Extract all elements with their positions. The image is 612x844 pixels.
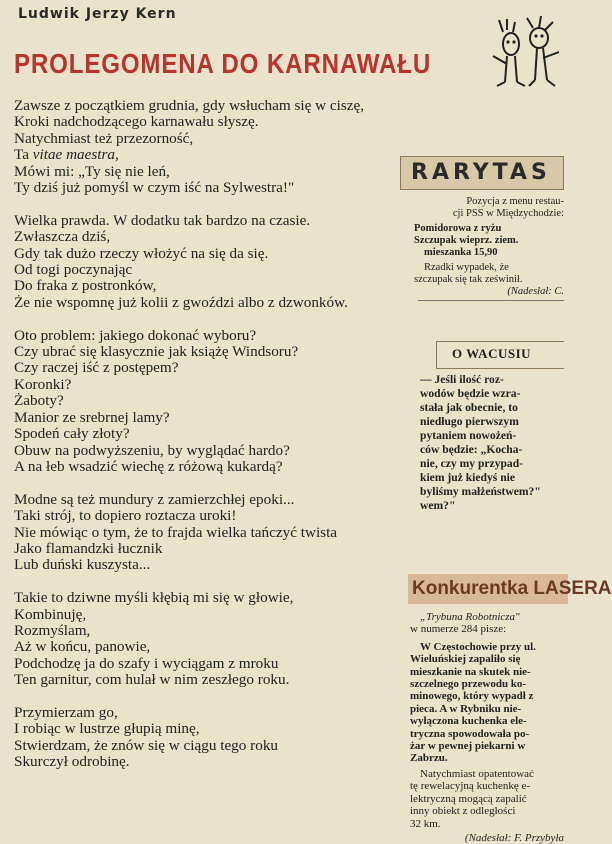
- laser-line: inny obiekt z odległości: [410, 805, 516, 818]
- laser-line: Wieluńskiej zapaliło się: [410, 653, 521, 666]
- poem-word: Ta: [14, 146, 29, 164]
- laser-line: 32 km.: [410, 817, 441, 830]
- poem-line: Taki strój, to dopiero roztacza uroki!: [14, 507, 237, 525]
- poem-line: Mówi mi: „Ty się nie leń,: [14, 162, 170, 180]
- poem-italic: vitae maestra,: [32, 146, 119, 164]
- poem-line: Kombinuję,: [14, 605, 87, 623]
- poem-line: Żaboty?: [14, 392, 64, 410]
- author-name: Ludwik Jerzy Kern: [18, 6, 177, 22]
- laser-line: minowego, który wypadł z: [410, 690, 534, 703]
- poem-line: Koronki?: [14, 375, 72, 393]
- laser-line: Natychmiast opatentować: [420, 767, 534, 780]
- laser-credit: (Nadesłał: F. Przybyła: [464, 831, 564, 844]
- poem-line: Skurczył odrobinę.: [14, 753, 130, 771]
- poem-line: Rozmyślam,: [14, 621, 91, 639]
- laser-body: [410, 611, 564, 844]
- wacusiu-line: wem?": [420, 499, 456, 512]
- poem-line: Przymierzam go,: [14, 703, 118, 721]
- poem-line: Gdy tak dużo rzeczy włożyć na się da się.: [14, 244, 269, 262]
- wacusiu-line: niedługo pierwszym: [420, 415, 519, 428]
- wacusiu-line: nie, czy my przypad-: [420, 457, 524, 470]
- wacusiu-line: wodów będzie wzra-: [420, 387, 521, 400]
- poem-line: I robiąc w lustrze głupią minę,: [14, 720, 200, 738]
- laser-line: tryczna spowodowała po-: [410, 727, 530, 740]
- laser-line: lektryczną mogącą zapalić: [410, 792, 527, 805]
- poem-line: Zawsze z początkiem grudnia, gdy wsłucham się w ciszę,: [14, 97, 365, 114]
- rarytas-heading: RARYTAS: [400, 156, 564, 190]
- poem-line: Oto problem: jakiego dokonać wyboru?: [14, 326, 257, 344]
- cartoon-figures-icon: [483, 16, 563, 96]
- poem-line: Spodeń cały złoty?: [14, 425, 130, 443]
- poem-line: Czy ubrać się klasycznie jak książę Windsoru?: [14, 343, 299, 361]
- poem-line: [14, 147, 459, 163]
- poem-line: Natychmiast też przezorność,: [14, 129, 194, 147]
- rarytas-line: Szczupak wieprz. ziem.: [414, 235, 519, 246]
- wacusiu-line: ców będzie: „Kocha-: [420, 443, 523, 456]
- laser-line: W Częstochowie przy ul.: [420, 640, 536, 653]
- poem-line: Kroki nadchodzącego karnawału słyszę.: [14, 113, 259, 131]
- poem-line: Wielka prawda. W dodatku tak bardzo na czasie.: [14, 211, 311, 229]
- poem-line: Takie to dziwne myśli kłębią mi się w głowie,: [14, 589, 294, 607]
- poem-line: Aż w końcu, panowie,: [14, 638, 151, 656]
- poem-line: Zwłaszcza dziś,: [14, 228, 111, 246]
- poem-line: Jako flamandzki łucznik: [14, 539, 163, 557]
- rarytas-line: Pozycja z menu restau-: [466, 196, 564, 207]
- wacusiu-line: — Jeśli ilość roz-: [420, 373, 504, 386]
- poem-line: Nie mówiąc o tym, że to frajda wielka tańczyć twista: [14, 523, 338, 541]
- rarytas-line: szczupak się tak ześwinił.: [414, 274, 523, 285]
- wacusiu-line: stała jak obecnie, to: [420, 401, 518, 414]
- laser-line: żar w pewnej piekarni w Zabrzu.: [410, 740, 526, 765]
- poem-line: Manior ze srebrnej lamy?: [14, 408, 170, 426]
- rarytas-body: [414, 196, 564, 298]
- laser-line: mieszkanie na skutek nie-: [410, 665, 531, 678]
- poem-line: A na łeb wsadzić wiechę z różową kukardą?: [14, 457, 283, 475]
- poem-line: Lub duński kuszysta...: [14, 556, 151, 574]
- wacusiu-body: [420, 373, 564, 513]
- poem-line: Do fraka z postronków,: [14, 277, 157, 295]
- poem-line: Obuw na podwyższeniu, by wyglądać hardo?: [14, 441, 290, 459]
- poem-line: Czy raczej iść z postępem?: [14, 359, 179, 377]
- rarytas-line: Rzadki wypadek, że: [424, 262, 509, 273]
- poem-line: Podchodzę ja do szafy i wyciągam z mroku: [14, 654, 279, 672]
- laser-line: „Trybuna Robotnicza": [420, 611, 520, 623]
- rarytas-line: mieszanka 15,90: [424, 247, 498, 258]
- poem-line: Ty dziś już pomyśl w czym iść na Sylwestra!": [14, 179, 295, 197]
- laser-line: tę rewelacyjną kuchenkę e-: [410, 780, 531, 793]
- poem-line: Że nie wspomnę już kolii z gwoździ albo z dzwonków.: [14, 293, 348, 311]
- laser-line: szczelnego przewodu ko-: [410, 678, 527, 691]
- rarytas-credit: (Nadesłał: C.: [507, 286, 564, 297]
- rarytas-line: Pomidorowa z ryżu: [414, 223, 502, 234]
- poem-line: Ten garnitur, com hulał w nim zeszłego roku.: [14, 671, 290, 689]
- laser-line: wyłączona kuchenka ele-: [410, 715, 527, 728]
- poem-line: Modne są też mundury z zamierzchłej epoki...: [14, 490, 295, 508]
- poem-line: Stwierdzam, że znów się w ciągu tego roku: [14, 736, 279, 754]
- rarytas-line: cji PSS w Międzychodzie:: [452, 208, 564, 219]
- laser-line: pieca. A w Rybniku nie-: [410, 702, 522, 715]
- divider: [418, 300, 564, 301]
- wacusiu-line: kiem już kiedyś nie: [420, 471, 516, 484]
- wacusiu-line: pytaniem nowożeń-: [420, 429, 517, 442]
- laser-heading: Konkurentka LASERA: [408, 574, 568, 604]
- article-title: PROLEGOMENA DO KARNAWAŁU: [14, 48, 432, 79]
- laser-line: w numerze 284 pisze:: [410, 623, 507, 636]
- poem-line: Od togi poczynając: [14, 261, 133, 279]
- poem-text: [14, 98, 459, 771]
- wacusiu-line: byliśmy małżeństwem?": [420, 485, 541, 498]
- wacusiu-heading: O WACUSIU: [452, 346, 532, 361]
